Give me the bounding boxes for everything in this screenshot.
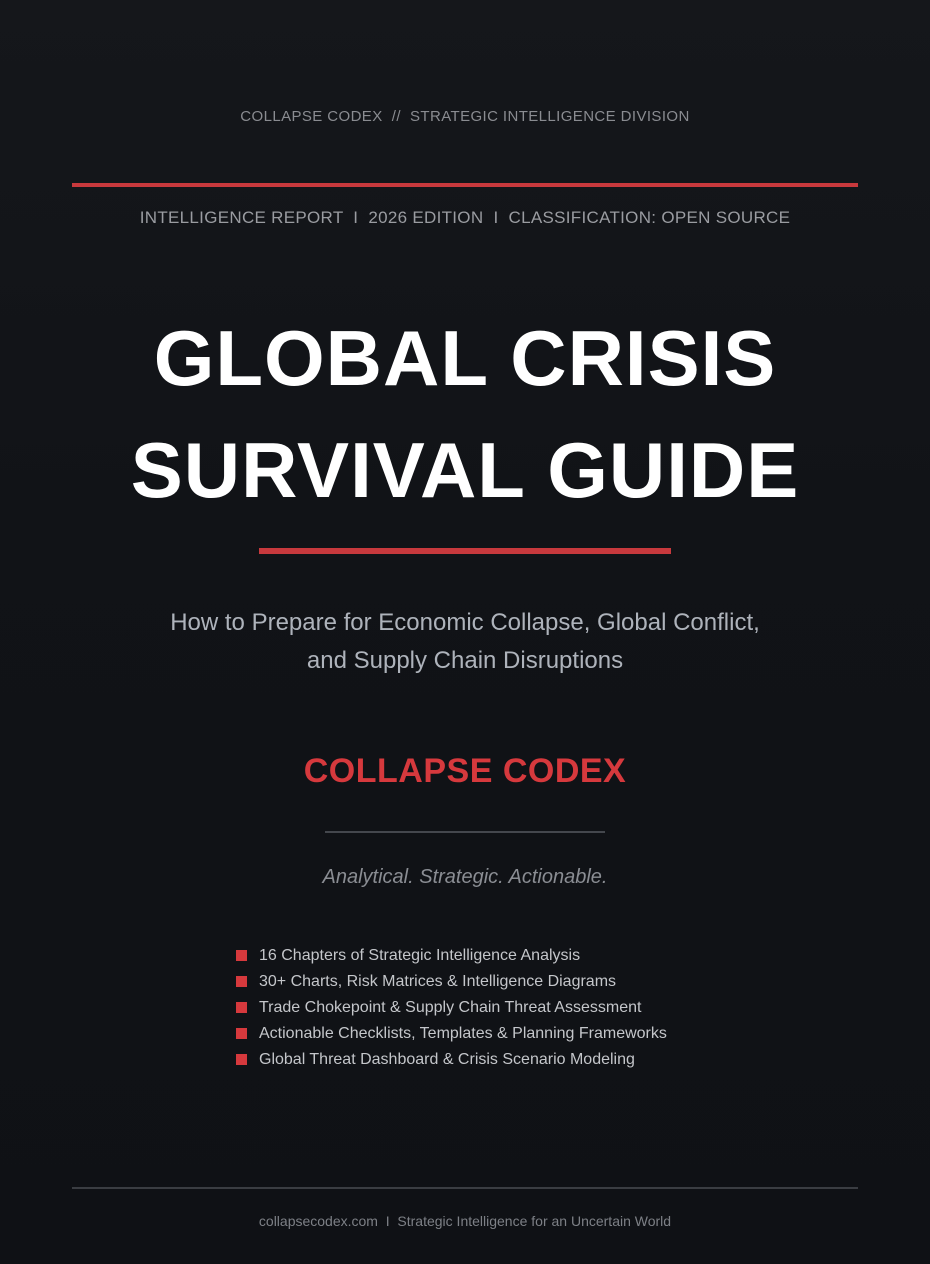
report-meta-line: INTELLIGENCE REPORT I 2026 EDITION I CLASSIFICATION: OPEN SOURCE — [139, 208, 791, 227]
footer-divider — [72, 1187, 858, 1189]
cover-subtitle — [0, 604, 930, 680]
red-square-icon — [236, 1054, 247, 1065]
feature-text: Actionable Checklists, Templates & Planning Frameworks — [259, 1025, 667, 1042]
cover-title — [0, 302, 930, 526]
red-square-icon — [236, 950, 247, 961]
feature-text: 16 Chapters of Strategic Intelligence Analysis — [259, 947, 581, 964]
title-line-2: SURVIVAL GUIDE — [130, 426, 800, 514]
tagline: Analytical. Strategic. Actionable. — [322, 866, 608, 888]
red-square-icon — [236, 1028, 247, 1039]
subtitle-line-2: and Supply Chain Disruptions — [306, 647, 624, 674]
subtitle-line-1: How to Prepare for Economic Collapse, Global Conflict, — [170, 609, 760, 636]
feature-list — [236, 945, 667, 1075]
feature-item — [236, 1023, 667, 1049]
feature-text: Trade Chokepoint & Supply Chain Threat Assessment — [259, 999, 642, 1016]
author-name: COLLAPSE CODEX — [303, 752, 627, 790]
red-square-icon — [236, 976, 247, 987]
feature-item — [236, 945, 667, 971]
feature-text: Global Threat Dashboard & Crisis Scenario Modeling — [259, 1051, 635, 1068]
feature-item — [236, 1049, 667, 1075]
title-underline — [259, 548, 671, 554]
red-square-icon — [236, 1002, 247, 1013]
title-line-1: GLOBAL CRISIS — [153, 314, 777, 402]
feature-text: 30+ Charts, Risk Matrices & Intelligence Diagrams — [259, 973, 617, 990]
feature-item — [236, 971, 667, 997]
author-divider — [325, 831, 605, 833]
feature-item — [236, 997, 667, 1023]
division-header: COLLAPSE CODEX // STRATEGIC INTELLIGENCE DIVISION — [240, 108, 690, 125]
top-divider — [72, 183, 858, 187]
footer-text: collapsecodex.com I Strategic Intelligence for an Uncertain World — [258, 1213, 672, 1229]
